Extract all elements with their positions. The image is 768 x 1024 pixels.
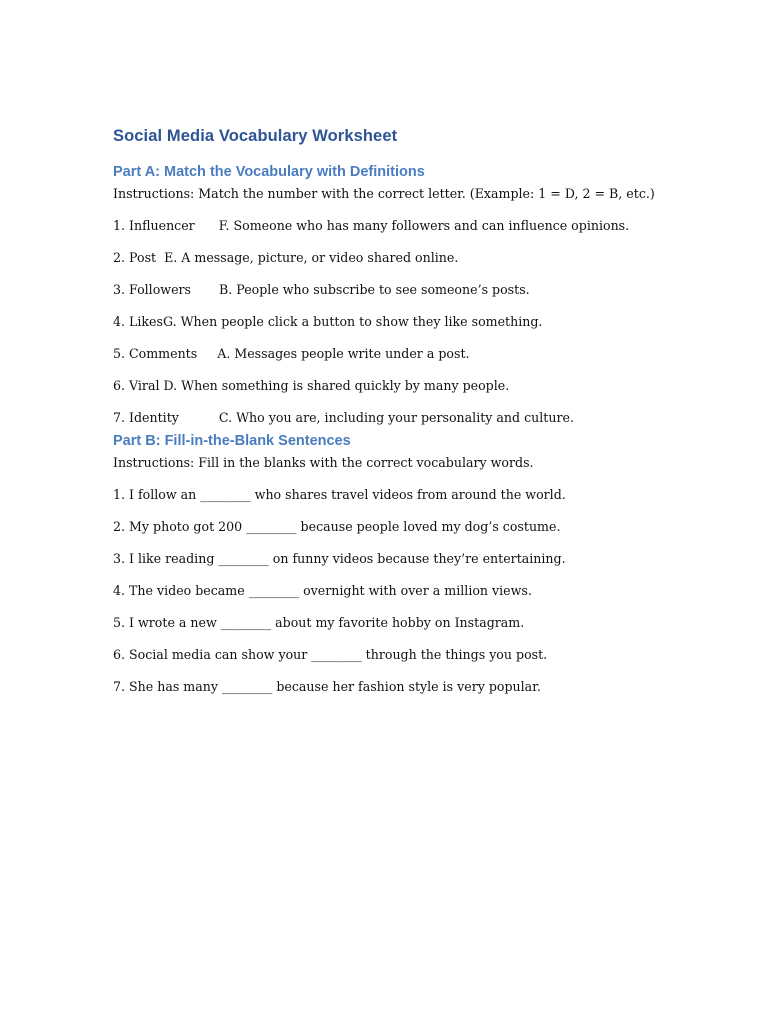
part-a-heading: Part A: Match the Vocabulary with Definitions [113,164,425,180]
part-b-item: 5. I wrote a new ________ about my favorite hobby on Instagram. [113,615,525,630]
part-b-instructions: Instructions: Fill in the blanks with the correct vocabulary words. [113,455,534,470]
part-a-item: 1. Influencer F. Someone who has many followers and can influence opinions. [113,218,630,233]
part-b-item: 7. She has many ________ because her fashion style is very popular. [113,679,541,694]
part-a-item: 2. Post E. A message, picture, or video shared online. [113,250,459,265]
part-b-heading: Part B: Fill-in-the-Blank Sentences [113,433,351,449]
worksheet-page [113,124,673,696]
part-b-item: 6. Social media can show your ________ through the things you post. [113,647,548,662]
part-a-item: 4. LikesG. When people click a button to show they like something. [113,314,543,329]
part-a-item: 7. Identity C. Who you are, including your personality and culture. [113,410,574,425]
worksheet-title: Social Media Vocabulary Worksheet [113,127,398,145]
part-a-instructions: Instructions: Match the number with the correct letter. (Example: 1 = D, 2 = B, etc.) [113,186,655,201]
part-a-item: 6. Viral D. When something is shared quickly by many people. [113,378,510,393]
part-b-section [113,431,673,696]
part-a-item: 3. Followers B. People who subscribe to see someone’s posts. [113,282,530,297]
part-b-item: 2. My photo got 200 ________ because people loved my dog’s costume. [113,519,561,534]
part-b-item: 4. The video became ________ overnight with over a million views. [113,583,532,598]
part-b-item: 1. I follow an ________ who shares travel videos from around the world. [113,487,566,502]
part-b-item: 3. I like reading ________ on funny videos because they’re entertaining. [113,551,566,566]
part-a-item: 5. Comments A. Messages people write under a post. [113,346,470,361]
part-a-section [113,162,673,427]
